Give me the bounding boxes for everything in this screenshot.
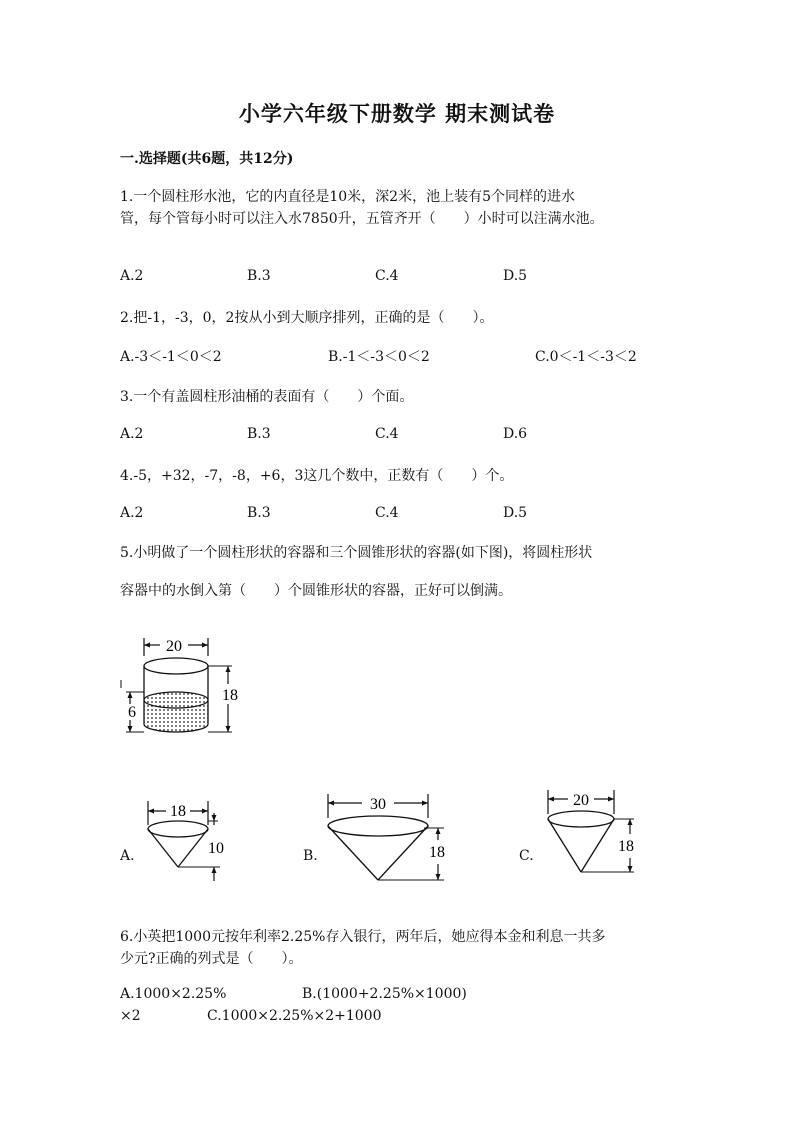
q6-line2: 少元?正确的列式是（ ）。	[120, 951, 303, 967]
q4-option-a: A.2	[120, 505, 144, 521]
cylinder-figure	[118, 628, 248, 740]
q1-option-b: B.3	[247, 268, 271, 284]
q1-line1: 1.一个圆柱形水池，它的内直径是10米，深2米，池上装有5个同样的进水	[120, 189, 575, 205]
q1-option-a: A.2	[120, 268, 144, 284]
cone-c-label: C.	[519, 848, 534, 864]
cone-a-figure	[140, 795, 240, 885]
q1-option-d: D.5	[503, 268, 528, 284]
q1-option-c: C.4	[375, 268, 399, 284]
cyl-height-label: 18	[222, 687, 238, 704]
page-title: 小学六年级下册数学 期末测试卷	[238, 101, 556, 126]
q2-option-c: C.0＜-1＜-3＜2	[535, 349, 637, 365]
q3-option-b: B.3	[247, 426, 271, 442]
q6-option-a: A.1000×2.25%	[120, 986, 227, 1002]
cone-b-figure	[320, 790, 460, 890]
cone-a-diameter: 18	[170, 803, 186, 820]
q3-option-a: A.2	[120, 426, 144, 442]
q3-line1: 3.一个有盖圆柱形油桶的表面有（ ）个面。	[120, 389, 414, 405]
q3-option-c: C.4	[375, 426, 399, 442]
cone-c-height: 18	[618, 838, 634, 855]
q4-option-b: B.3	[247, 505, 271, 521]
q4-option-c: C.4	[375, 505, 399, 521]
section-heading: 一.选择题(共6题，共12分)	[120, 151, 294, 167]
cone-b-diameter: 30	[370, 796, 386, 813]
q5-line1: 5.小明做了一个圆柱形状的容器和三个圆锥形状的容器(如下图)，将圆柱形状	[120, 545, 593, 561]
q6-line1: 6.小英把1000元按年利率2.25%存入银行，两年后，她应得本金和利息一共多	[120, 929, 606, 945]
water-height-label: 6	[128, 704, 136, 721]
q4-option-d: D.5	[503, 505, 528, 521]
cone-b-label: B.	[303, 848, 318, 864]
q1-line2: 管，每个管每小时可以注入水7850升，五管齐开（ ）小时可以注满水池。	[120, 211, 604, 227]
cone-a-height: 10	[208, 840, 224, 857]
cone-c-diameter: 20	[573, 792, 589, 809]
q3-option-d: D.6	[503, 426, 528, 442]
q4-line1: 4.-5，+32，-7，-8，+6，3这几个数中，正数有（ ）个。	[120, 468, 514, 484]
cone-a-label: A.	[120, 848, 135, 864]
q6-option-b-cont: ×2	[120, 1008, 141, 1024]
q2-line1: 2.把-1，-3，0，2按从小到大顺序排列，正确的是（ ）。	[120, 310, 494, 326]
cone-c-figure	[538, 784, 648, 884]
cyl-diameter-label: 20	[166, 638, 182, 655]
q2-option-a: A.-3＜-1＜0＜2	[120, 349, 222, 365]
q6-option-b: B.(1000+2.25%×1000)	[302, 986, 467, 1002]
q2-option-b: B.-1＜-3＜0＜2	[328, 349, 430, 365]
q6-option-c: C.1000×2.25%×2+1000	[207, 1008, 382, 1024]
cone-b-height: 18	[429, 844, 445, 861]
q5-line2: 容器中的水倒入第（ ）个圆锥形状的容器，正好可以倒满。	[120, 583, 512, 599]
